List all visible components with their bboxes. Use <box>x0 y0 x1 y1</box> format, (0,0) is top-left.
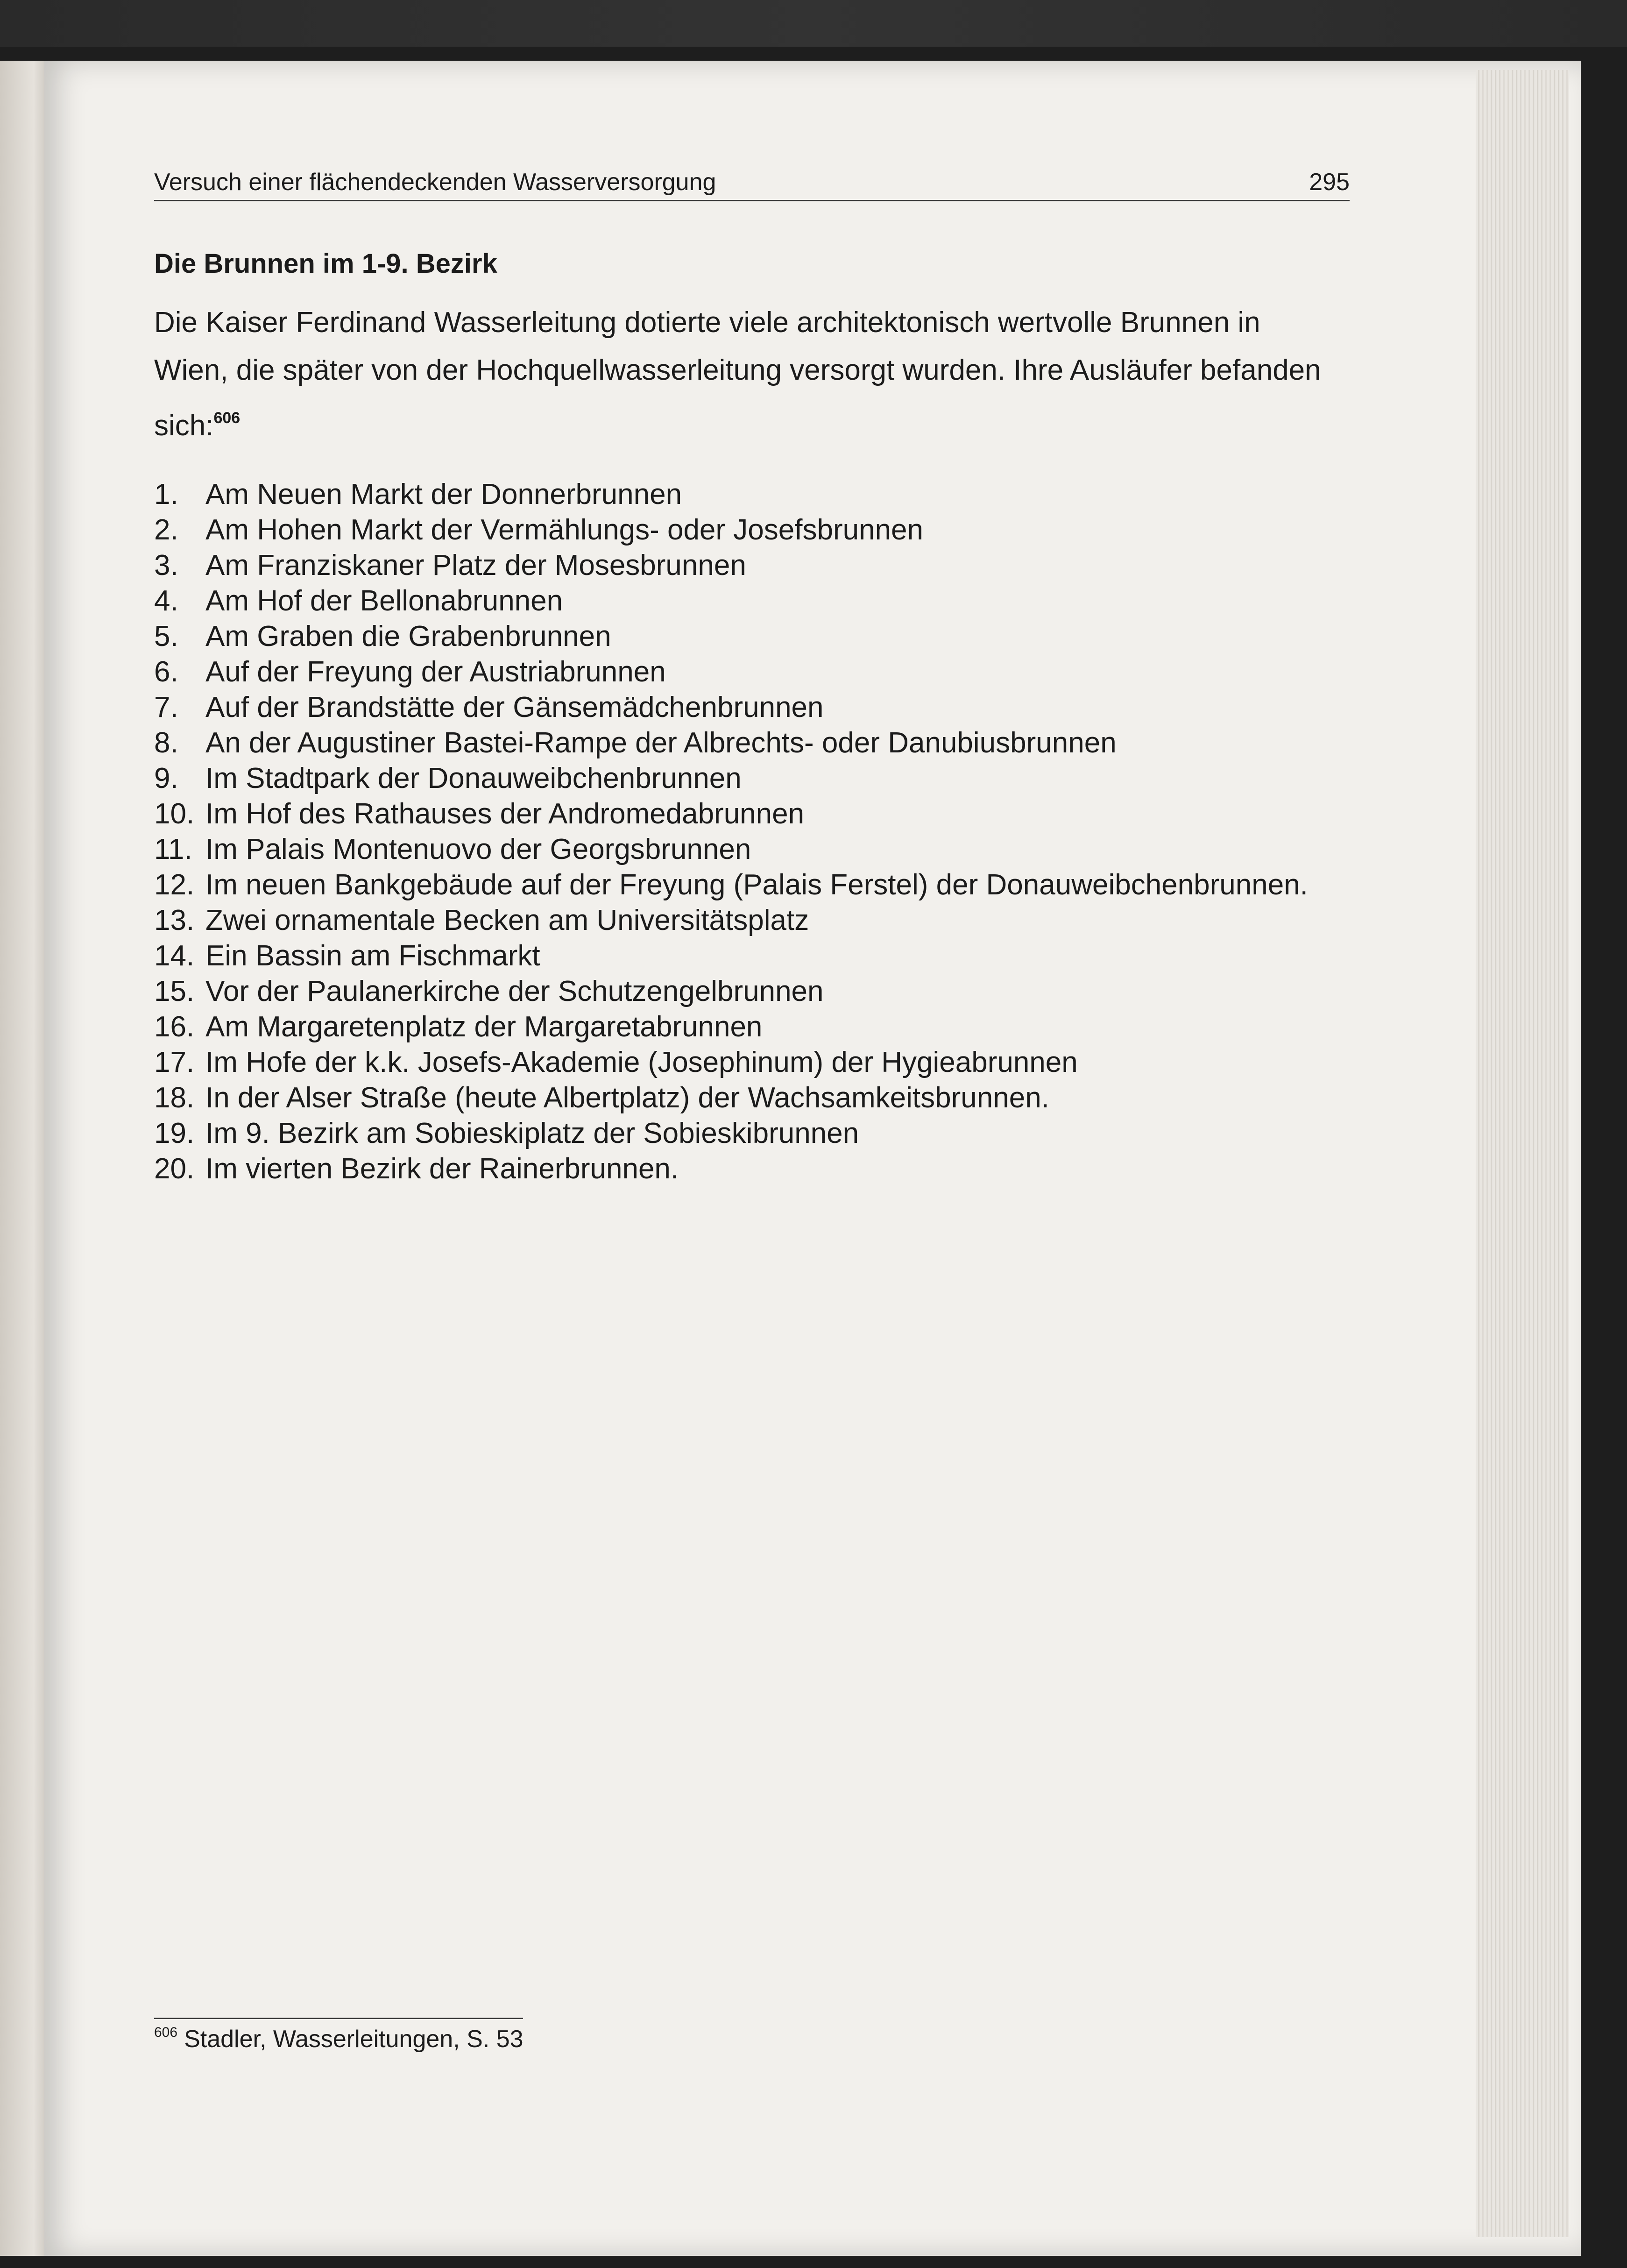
list-item-number: 8. <box>154 727 178 759</box>
list-item <box>154 477 1350 512</box>
list-item-text: Im Hof des Rathauses der Andromedabrunnen <box>205 798 805 830</box>
list-item-number: 10. <box>154 798 195 830</box>
list-item <box>154 796 1350 832</box>
list-item-number: 3. <box>154 549 178 581</box>
list-item-text: Im vierten Bezirk der Rainerbrunnen. <box>205 1153 679 1185</box>
list-item <box>154 974 1350 1009</box>
list-item-text: Im Hofe der k.k. Josefs-Akademie (Josephinum) der Hygieabrunnen <box>205 1046 1078 1078</box>
running-header <box>154 168 1350 201</box>
fountain-list <box>154 477 1350 1187</box>
list-item-text: Im Palais Montenuovo der Georgsbrunnen <box>205 833 751 865</box>
list-item-text: Am Margaretenplatz der Margaretabrunnen <box>205 1011 763 1043</box>
list-item-text: Am Graben die Grabenbrunnen <box>205 620 611 652</box>
list-item <box>154 690 1350 725</box>
list-item-number: 20. <box>154 1153 195 1185</box>
list-item-number: 17. <box>154 1046 195 1078</box>
section-heading: Die Brunnen im 1-9. Bezirk <box>154 248 497 279</box>
list-item <box>154 512 1350 548</box>
list-item-number: 13. <box>154 904 195 936</box>
footnote-separator <box>154 2018 523 2019</box>
list-item <box>154 1151 1350 1187</box>
list-item-number: 1. <box>154 478 178 510</box>
list-item-number: 7. <box>154 691 178 723</box>
footnote-number: 606 <box>154 2025 178 2040</box>
page-content <box>154 168 1350 1187</box>
list-item <box>154 1009 1350 1045</box>
list-item <box>154 1045 1350 1080</box>
list-item <box>154 654 1350 690</box>
list-item-number: 18. <box>154 1082 195 1114</box>
list-item-text: Am Hof der Bellonabrunnen <box>205 585 563 617</box>
list-item-number: 2. <box>154 514 178 546</box>
list-item <box>154 619 1350 654</box>
list-item-number: 14. <box>154 940 195 972</box>
page-number: 295 <box>1309 169 1350 196</box>
list-item <box>154 1080 1350 1116</box>
list-item-text: Am Neuen Markt der Donnerbrunnen <box>205 478 682 510</box>
list-item-number: 9. <box>154 762 178 794</box>
list-item-text: Vor der Paulanerkirche der Schutzengelbrunnen <box>205 975 824 1007</box>
intro-text: Die Kaiser Ferdinand Wasserleitung dotierte viele architektonisch wertvolle Brunnen in Wien, die später von der Hochquellwasserleitung versorgt wurden. Ihre Ausläufer befanden sich: <box>154 306 1321 442</box>
list-item-text: Auf der Freyung der Austriabrunnen <box>205 656 666 688</box>
list-item-number: 12. <box>154 869 195 901</box>
list-item-text: Am Hohen Markt der Vermählungs- oder Josefsbrunnen <box>205 514 924 546</box>
list-item-text: An der Augustiner Bastei-Rampe der Albrechts- oder Danubiusbrunnen <box>205 727 1117 759</box>
list-item <box>154 583 1350 619</box>
list-item <box>154 548 1350 583</box>
list-item <box>154 725 1350 761</box>
list-item-text: In der Alser Straße (heute Albertplatz) der Wachsamkeitsbrunnen. <box>205 1082 1049 1114</box>
list-item <box>154 761 1350 796</box>
list-item <box>154 1116 1350 1151</box>
footnote-reference: 606 <box>213 409 241 427</box>
scan-top-strip <box>0 0 1627 47</box>
list-item-text: Ein Bassin am Fischmarkt <box>205 940 540 972</box>
intro-paragraph <box>154 299 1322 450</box>
list-item-number: 16. <box>154 1011 195 1043</box>
list-item-number: 15. <box>154 975 195 1007</box>
list-item-text: Im 9. Bezirk am Sobieskiplatz der Sobieskibrunnen <box>205 1117 859 1149</box>
list-item <box>154 938 1350 974</box>
list-item-text: Im neuen Bankgebäude auf der Freyung (Palais Ferstel) der Donauweibchenbrunnen. <box>205 869 1308 901</box>
list-item-number: 4. <box>154 585 178 617</box>
footnote <box>154 2025 523 2053</box>
list-item-number: 19. <box>154 1117 195 1149</box>
running-title: Versuch einer flächendeckenden Wasserversorgung <box>154 169 716 196</box>
list-item <box>154 832 1350 867</box>
list-item-text: Zwei ornamentale Becken am Universitätsplatz <box>205 904 809 936</box>
list-item-number: 5. <box>154 620 178 652</box>
list-item-text: Im Stadtpark der Donauweibchenbrunnen <box>205 762 742 794</box>
list-item-text: Am Franziskaner Platz der Mosesbrunnen <box>205 549 746 581</box>
list-item-number: 6. <box>154 656 178 688</box>
footnote-text: Stadler, Wasserleitungen, S. 53 <box>184 2026 523 2053</box>
list-item-text: Auf der Brandstätte der Gänsemädchenbrunnen <box>205 691 824 723</box>
list-item <box>154 867 1350 903</box>
list-item <box>154 903 1350 938</box>
page-stack-edge <box>1476 70 1569 2237</box>
list-item-number: 11. <box>154 833 192 865</box>
